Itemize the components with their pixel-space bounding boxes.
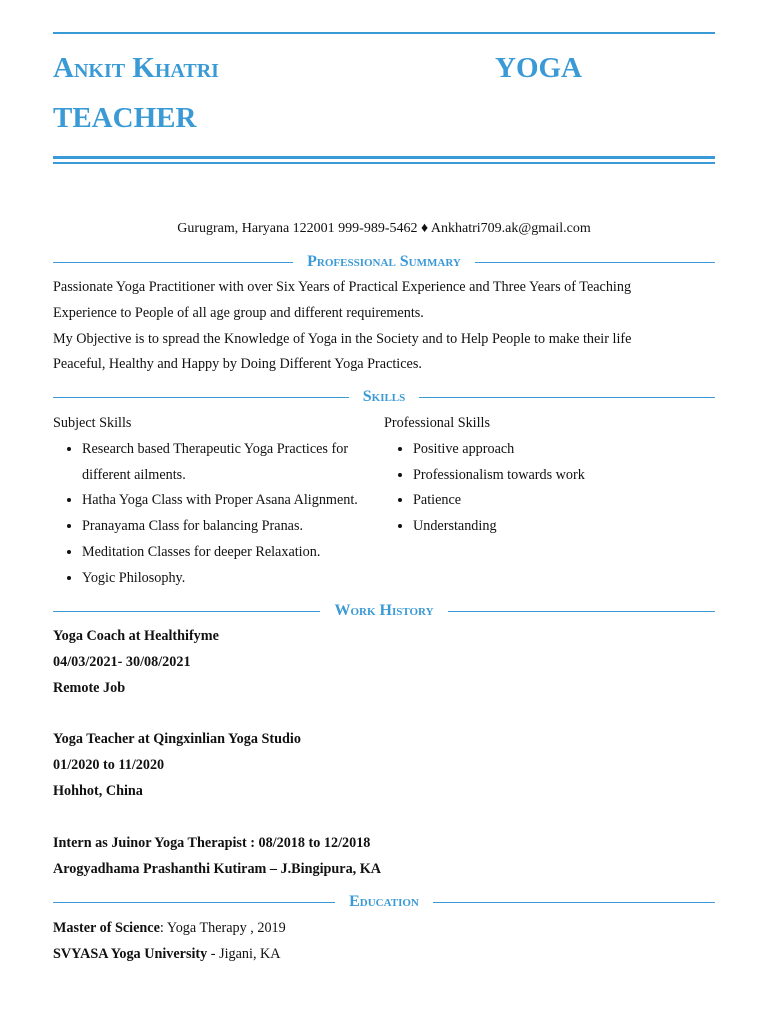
- name-text: Ankit Khatri: [53, 52, 219, 84]
- list-item: • Understanding: [413, 514, 714, 540]
- header-double-rule-top: [53, 156, 715, 159]
- spacer: [53, 805, 381, 831]
- section-title: Skills: [362, 388, 406, 405]
- list-item: • Professionalism towards work: [413, 463, 714, 489]
- top-rule: [53, 32, 715, 34]
- contact-line: Gurugram, Haryana 122001 999-989-5462 ♦ Ankhatri709.ak@gmail.com: [177, 221, 591, 236]
- job-location: Hohhot, China: [53, 782, 143, 799]
- summary-line: Passionate Yoga Practitioner with over Six Years of Practical Experience and Three Years of Teaching: [53, 279, 632, 295]
- spacer: [53, 701, 381, 727]
- job-title: Yoga Coach at Healthifyme: [53, 628, 219, 644]
- summary-line: Experience to People of all age group and different requirements.: [53, 304, 424, 321]
- summary-line: Peaceful, Healthy and Happy by Doing Different Yoga Practices.: [53, 356, 422, 373]
- list-item: • Meditation Classes for deeper Relaxation.: [82, 540, 383, 566]
- divider-left: [53, 262, 293, 263]
- degree-name: Master of Science: [53, 920, 160, 936]
- education-entry: [53, 916, 286, 968]
- work-history-list: [53, 624, 381, 882]
- divider-left: [53, 397, 349, 398]
- summary-text: [53, 275, 723, 378]
- list-item: • Pranayama Class for balancing Pranas.: [82, 514, 383, 540]
- section-education: [53, 891, 715, 913]
- list-item: • Hatha Yoga Class with Proper Asana Alignment.: [82, 488, 383, 514]
- job-title: Intern as Juinor Yoga Therapist : 08/2018 to 12/2018: [53, 834, 371, 851]
- section-title: Work History: [334, 602, 434, 619]
- divider-right: [433, 902, 715, 903]
- divider-left: [53, 611, 320, 612]
- section-skills: [53, 386, 715, 408]
- professional-skills: [384, 411, 714, 540]
- list-item: • Positive approach: [413, 437, 714, 463]
- subject-skills: [53, 411, 383, 592]
- divider-left: [53, 902, 335, 903]
- title-word-teacher: TEACHER: [53, 102, 197, 134]
- school-detail: - Jigani, KA: [207, 945, 281, 962]
- divider-right: [419, 397, 715, 398]
- section-title: Professional Summary: [307, 253, 461, 270]
- list-item: • Research based Therapeutic Yoga Practices for different ailments.: [82, 437, 354, 489]
- resume-name: [53, 52, 219, 85]
- title-word-yoga: YOGA: [495, 52, 582, 84]
- list-item: • Yogic Philosophy.: [82, 566, 383, 592]
- professional-skills-label: Professional Skills: [384, 415, 491, 431]
- section-professional-summary: [53, 251, 715, 273]
- degree-detail: : Yoga Therapy , 2019: [159, 920, 286, 936]
- summary-line: My Objective is to spread the Knowledge of Yoga in the Society and to Help People to make their life: [53, 330, 632, 347]
- job-location: Arogyadhama Prashanthi Kutiram – J.Bingipura, KA: [53, 860, 382, 877]
- professional-skills-list: [384, 437, 714, 540]
- job-dates: 04/03/2021- 30/08/2021: [53, 653, 191, 670]
- job-title: Yoga Teacher at Qingxinlian Yoga Studio: [53, 731, 301, 748]
- school-name: SVYASA Yoga University: [53, 945, 208, 962]
- job-dates: 01/2020 to 11/2020: [53, 757, 165, 774]
- list-item: • Patience: [413, 488, 714, 514]
- job-location: Remote Job: [53, 679, 126, 696]
- degree-line: [53, 916, 286, 942]
- header-double-rule-bottom: [53, 162, 715, 164]
- section-work-history: [53, 600, 715, 622]
- divider-right: [448, 611, 715, 612]
- subject-skills-list: [53, 437, 383, 592]
- school-line: [53, 942, 286, 968]
- divider-right: [475, 262, 715, 263]
- section-title: Education: [349, 893, 419, 910]
- subject-skills-label: Subject Skills: [53, 415, 132, 431]
